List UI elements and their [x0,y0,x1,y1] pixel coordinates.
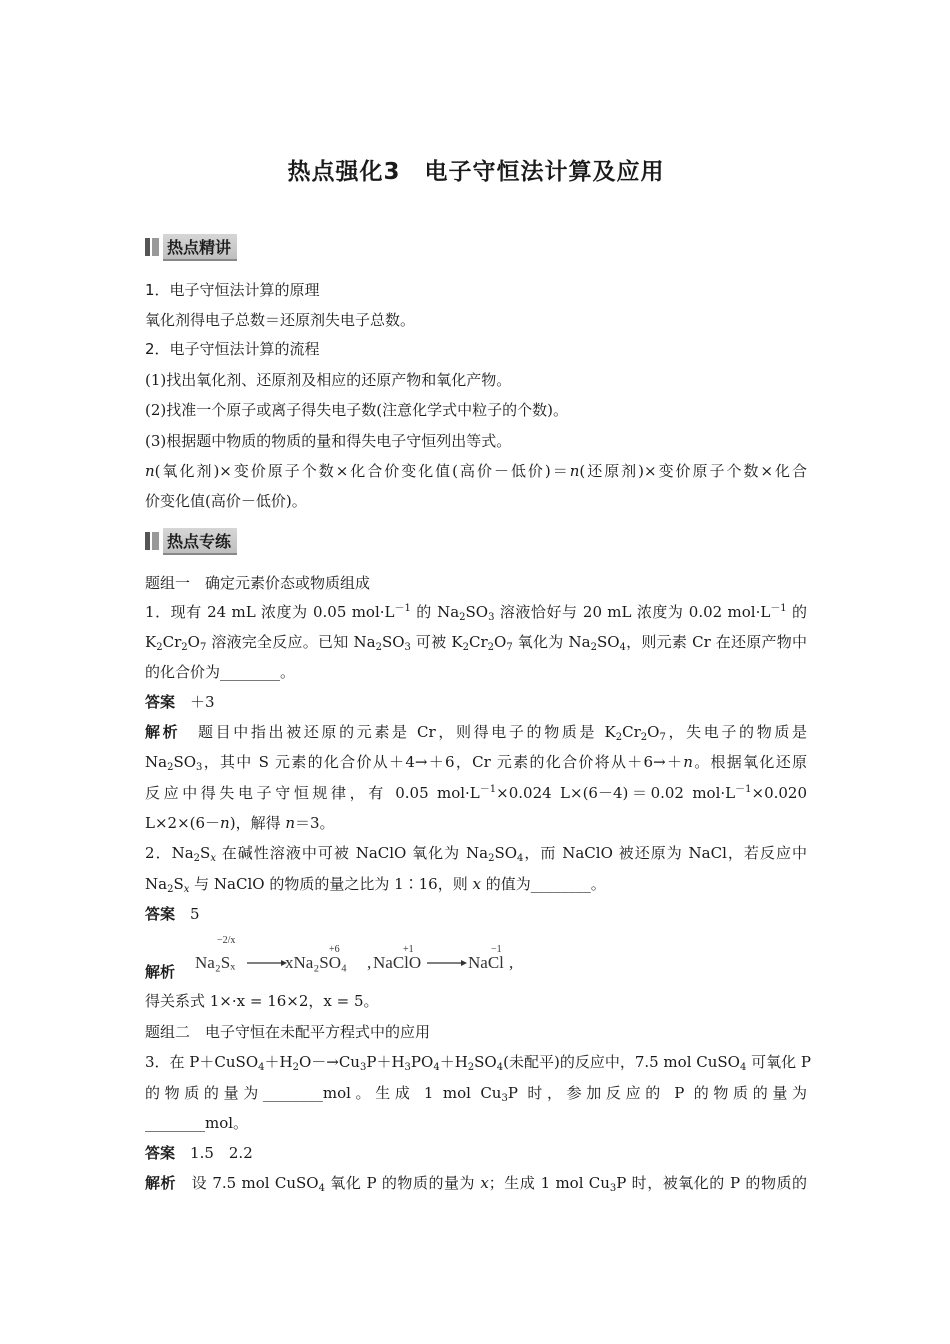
svg-text:,: , [509,953,514,972]
text-line: 2．电子守恒法计算的流程 [145,340,320,358]
group-heading: 题组二 电子守恒在未配平方程式中的应用 [145,1023,431,1041]
answer-line: 答案 1.5 2.2 [145,1144,253,1162]
redox-formula [195,930,535,980]
text-line: (2)找准一个原子或离子得失电子数(注意化学式中粒子的个数)。 [145,401,568,419]
section-label: 热点精讲 [163,234,237,261]
text-line: 1．电子守恒法计算的原理 [145,281,320,299]
answer-line: 答案 5 [145,905,200,923]
text-line: (3)根据题中物质的物质的量和得失电子守恒列出等式。 [145,432,512,450]
question-line: 1．现有 24 mL 浓度为 0.05 $mol\cdot L^{-1}$ 的 $Na_2SO_3$ 溶液恰好与 20 mL 浓度为 0.02 $mol\cdot L^{-1}$ 的 [145,603,808,623]
text-line: (1)找出氧化剂、还原剂及相应的还原产物和氧化产物。 [145,371,512,389]
analysis-line: $Na_2SO_3$，其中 S 元素的化合价从＋4→＋6，Cr 元素的化合价将从＋6→＋n。根据氧化还原 [145,753,807,773]
question-line: ________mol。 [145,1114,249,1132]
answer-line: 答案 ＋3 [145,693,215,711]
ox-state-label: −2/x [217,935,236,946]
analysis-line: 解析 设 7.5 mol CuSO$_4$ 氧化 P 的物质的量为 x；生成 1 mol $Cu_3P$ 时，被氧化的 P 的物质的 [145,1174,807,1194]
analysis-line: L×2×(6－n)，解得 n＝3。 [145,814,335,832]
question-line: 2．$Na_2S_x$ 在碱性溶液中可被 NaClO 氧化为 $Na_2SO_4$，而 NaClO 被还原为 NaCl，若反应中 [145,844,807,864]
formula-product-1: xNa₂SO₄ [285,953,347,972]
section-header-jingjiang [145,236,237,258]
ox-state-label: +6 [329,944,340,955]
question-line: 的物质的量为________mol。生成 1 mol $Cu_3P$ 时，参加反应的 P 的物质的量为 [145,1084,807,1104]
analysis-line: 解析 题目中指出被还原的元素是 Cr，则得电子的物质是 $K_2Cr_2O_7$，失电子的物质是 [145,723,807,743]
question-line: 3．在 $P+CuSO_4+H_2O-\to Cu_3P+H_3PO_4+H_2SO_4$(未配平)的反应中，7.5 mol CuSO$_4$ 可氧化 P [145,1053,811,1073]
analysis-label: 解析 [145,963,176,981]
group-heading: 题组一 确定元素价态或物质组成 [145,574,371,592]
section-header-zhuanlian [145,530,237,552]
text-line: 氧化剂得电子总数＝还原剂失电子总数。 [145,311,416,329]
analysis-line: 得关系式 1×·x = 16×2，x = 5。 [145,992,379,1010]
question-line: $Na_2S_x$ 与 NaClO 的物质的量之比为 1∶16，则 x 的值为________。 [145,875,606,895]
question-line: 的化合价为________。 [145,663,296,681]
formula-product-2: NaCl [468,953,504,972]
formula-reactant-1: Na₂Sₓ [195,953,236,972]
section-label: 热点专练 [163,528,237,555]
text-line: 价变化值(高价－低价)。 [145,492,307,510]
text-line: n(氧化剂)×变价原子个数×化合价变化值(高价－低价)＝n(还原剂)×变价原子个数×化合 [145,462,807,480]
page-title: 热点强化3 电子守恒法计算及应用 [287,159,665,185]
question-line: $K_2Cr_2O_7$ 溶液完全反应。已知 $Na_2SO_3$ 可被 $K_2Cr_2O_7$ 氧化为 $Na_2SO_4$，则元素 Cr 在还原产物中 [145,633,807,653]
ox-state-label: −1 [491,944,502,955]
analysis-line: 反应中得失电子守恒规律，有 0.05 $mol\cdot L^{-1}\times 0.024$ L×(6－4)＝0.02 $mol\cdot L^{-1}\times 0.020$ [145,784,808,802]
svg-text:,: , [367,953,372,972]
formula-reactant-2: NaClO [373,953,422,972]
ox-state-label: +1 [403,944,414,955]
